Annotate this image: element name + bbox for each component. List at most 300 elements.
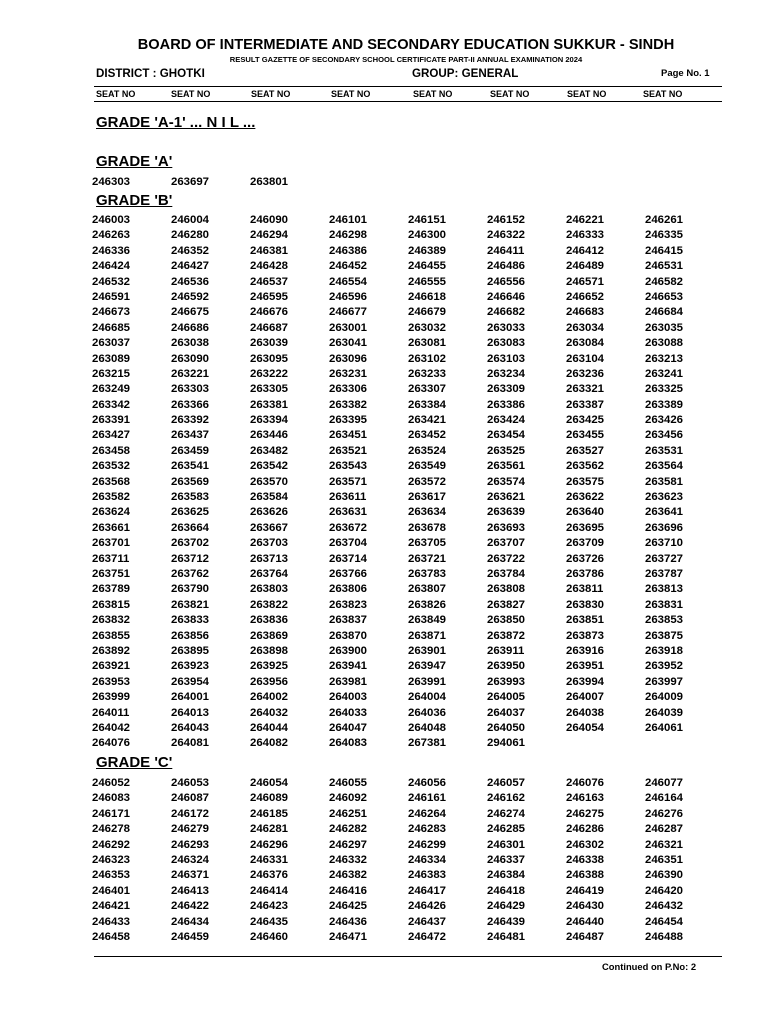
seat-number: 263617: [408, 491, 447, 504]
seat-number: 263925: [250, 660, 289, 673]
seat-number: 263088: [645, 337, 684, 350]
seat-number: 263923: [171, 660, 210, 673]
seat-number: 263855: [92, 629, 131, 642]
seat-number: 263571: [329, 475, 368, 488]
column-header: SEAT NO: [567, 89, 607, 99]
seat-number: 246163: [566, 792, 605, 805]
seat-number: 263873: [566, 629, 605, 642]
seat-number: 246278: [92, 823, 131, 836]
seat-number: 246554: [329, 275, 368, 288]
seat-number: 263623: [645, 491, 684, 504]
seat-number: 263722: [487, 552, 526, 565]
seat-number: 263583: [171, 491, 210, 504]
seat-number: 263831: [645, 598, 684, 611]
seat-number: 263081: [408, 337, 447, 350]
seat-number: 246294: [250, 229, 289, 242]
seat-number: 246090: [250, 214, 289, 226]
seat-number: 263568: [92, 475, 131, 488]
seat-number: 246276: [645, 807, 684, 820]
seat-number: 246420: [645, 884, 684, 897]
seat-number: 246592: [171, 290, 210, 303]
seat-number: 264011: [92, 706, 130, 719]
seat-number: 263837: [329, 614, 368, 627]
seat-number: 263321: [566, 383, 605, 396]
seat-number: 246415: [645, 244, 684, 257]
seat-number: 263033: [487, 321, 526, 334]
seat-number: 246089: [250, 792, 289, 805]
seat-number: 263570: [250, 475, 289, 488]
seat-number: 246152: [487, 214, 526, 226]
seat-number: 246401: [92, 884, 131, 897]
seat-number: 246281: [250, 823, 289, 836]
seat-number: 294061: [487, 737, 526, 750]
seat-number: 263790: [171, 583, 210, 596]
seat-number: 263751: [92, 567, 131, 580]
seat-number: 263836: [250, 614, 289, 627]
seat-number: 263702: [171, 537, 210, 550]
seat-number: 264004: [408, 691, 447, 704]
seat-number: 246334: [408, 853, 447, 866]
seat-number: 264038: [566, 706, 605, 719]
seat-number: 263095: [250, 352, 289, 365]
seat-number: 263726: [566, 552, 605, 565]
seat-number: 246381: [250, 244, 289, 257]
seat-number: 246296: [250, 838, 289, 851]
seat-number: 263639: [487, 506, 526, 519]
seat-number: 246426: [408, 900, 447, 913]
seat-number: 263325: [645, 383, 684, 396]
seat-number: 263564: [645, 460, 684, 473]
seat-number: 246417: [408, 884, 447, 897]
header-rule-bottom: [94, 101, 722, 102]
seat-number: 246299: [408, 838, 447, 851]
seat-number: 246285: [487, 823, 526, 836]
seat-number: 246555: [408, 275, 447, 288]
seat-number: 246164: [645, 792, 684, 805]
seat-number: 263381: [250, 398, 289, 411]
seat-number: 246172: [171, 807, 210, 820]
seat-number: 246596: [329, 290, 368, 303]
seat-number: 246421: [92, 900, 131, 913]
seat-number: 263307: [408, 383, 447, 396]
seat-number: 246686: [171, 321, 210, 334]
seat-number: 246440: [566, 915, 605, 928]
seat-number: 263034: [566, 321, 605, 334]
seat-number: 246532: [92, 275, 131, 288]
seat-number: 246221: [566, 214, 605, 226]
seat-number: 263714: [329, 552, 368, 565]
seat-number: 263871: [408, 629, 447, 642]
seat-number: 246302: [566, 838, 605, 851]
seat-number: 263947: [408, 660, 447, 673]
seat-number: 263425: [566, 414, 605, 427]
seat-number: 263249: [92, 383, 131, 396]
seat-number: 246531: [645, 260, 684, 273]
seat-number: 246171: [92, 807, 131, 820]
seat-number: 263584: [250, 491, 289, 504]
seat-number: 263039: [250, 337, 289, 350]
seat-number: 246435: [250, 915, 289, 928]
seat-number: 263541: [171, 460, 210, 473]
seat-number: 246323: [92, 853, 131, 866]
seat-number: 263234: [487, 367, 526, 380]
grade-a-heading: GRADE 'A': [96, 153, 173, 170]
seat-number: 263562: [566, 460, 605, 473]
seat-number: 263703: [250, 537, 289, 550]
seat-number: 263458: [92, 444, 131, 457]
seat-number: 246677: [329, 306, 368, 319]
seat-number: 246300: [408, 229, 447, 242]
seat-number: 246351: [645, 853, 684, 866]
seat-number: 246489: [566, 260, 605, 273]
seat-number: 246303: [92, 176, 131, 188]
seat-number: 263215: [92, 367, 131, 380]
seat-number: 263701: [92, 537, 131, 550]
seat-number: 263727: [645, 552, 684, 565]
seat-number: 246332: [329, 853, 368, 866]
seat-number: 263711: [92, 552, 130, 565]
seat-number: 263306: [329, 383, 368, 396]
seat-number: 263305: [250, 383, 289, 396]
seat-number: 264047: [329, 721, 368, 734]
seat-number: 246454: [645, 915, 684, 928]
seat-number: 246383: [408, 869, 447, 882]
seat-number: 263997: [645, 675, 684, 688]
seat-number: 246675: [171, 306, 210, 319]
seat-number: 263454: [487, 429, 526, 442]
seat-number: 263713: [250, 552, 289, 565]
seat-number: 263084: [566, 337, 605, 350]
seat-number: 263801: [250, 176, 289, 188]
seat-number: 263994: [566, 675, 605, 688]
gazette-title: RESULT GAZETTE OF SECONDARY SCHOOL CERTIFICATE PART-II ANNUAL EXAMINATION 2024: [229, 55, 583, 64]
seat-number: 246337: [487, 853, 526, 866]
seat-number: 246101: [329, 214, 368, 226]
seat-number: 246077: [645, 777, 684, 789]
seat-number: 264002: [250, 691, 289, 704]
seat-number: 263898: [250, 644, 289, 657]
seat-number: 263624: [92, 506, 131, 519]
seat-number: 263981: [329, 675, 368, 688]
seat-number: 246384: [487, 869, 526, 882]
seat-number: 263521: [329, 444, 368, 457]
column-header-row: [96, 89, 720, 101]
seat-number: 246439: [487, 915, 526, 928]
seat-number: 264013: [171, 706, 210, 719]
seat-number: 246151: [408, 214, 447, 226]
seat-number: 263221: [171, 367, 210, 380]
page-number: Page No. 1: [661, 68, 710, 79]
column-header: SEAT NO: [96, 89, 136, 99]
seat-number: 263710: [645, 537, 684, 550]
seat-number: 263421: [408, 414, 447, 427]
seat-number: 263704: [329, 537, 368, 550]
seat-number: 264054: [566, 721, 605, 734]
seat-number: 246263: [92, 229, 131, 242]
seat-number: 263712: [171, 552, 210, 565]
seat-number: 246251: [329, 807, 368, 820]
seat-number: 246685: [92, 321, 131, 334]
seat-number: 246437: [408, 915, 447, 928]
seat-number: 263667: [250, 521, 289, 534]
seat-number: 263640: [566, 506, 605, 519]
seat-number: 246682: [487, 306, 526, 319]
seat-number: 246333: [566, 229, 605, 242]
seat-number: 263869: [250, 629, 289, 642]
seat-number: 263083: [487, 337, 526, 350]
seat-number: 246274: [487, 807, 526, 820]
seat-number: 263900: [329, 644, 368, 657]
seat-number: 263384: [408, 398, 447, 411]
seat-number: 246433: [92, 915, 131, 928]
seat-number: 264036: [408, 706, 447, 719]
seat-number: 263222: [250, 367, 289, 380]
seat-number: 246472: [408, 930, 447, 943]
seat-number: 246297: [329, 838, 368, 851]
seat-number: 263870: [329, 629, 368, 642]
seat-number: 263999: [92, 691, 131, 704]
seat-number: 263631: [329, 506, 368, 519]
seat-number: 246487: [566, 930, 605, 943]
column-header: SEAT NO: [331, 89, 371, 99]
seat-number: 246087: [171, 792, 210, 805]
seat-number: 246322: [487, 229, 526, 242]
seat-number: 246261: [645, 214, 684, 226]
seat-number: 246003: [92, 214, 131, 226]
seat-number: 263830: [566, 598, 605, 611]
seat-number: 263851: [566, 614, 605, 627]
seat-number: 263693: [487, 521, 526, 534]
seat-number: 246057: [487, 777, 526, 789]
seat-number: 264005: [487, 691, 526, 704]
seat-number: 263581: [645, 475, 684, 488]
seat-number: 263911: [487, 644, 525, 657]
seat-number: 246427: [171, 260, 210, 273]
seat-number: 264061: [645, 721, 684, 734]
seat-number: 263953: [92, 675, 131, 688]
seat-number: 246052: [92, 777, 131, 789]
seat-number: 263826: [408, 598, 447, 611]
seat-number: 246185: [250, 807, 289, 820]
seat-number: 263303: [171, 383, 210, 396]
seat-number: 263575: [566, 475, 605, 488]
seat-number: 263993: [487, 675, 526, 688]
seat-number: 263832: [92, 614, 131, 627]
seat-number: 263766: [329, 567, 368, 580]
seat-number: 246161: [408, 792, 447, 805]
seat-number: 263954: [171, 675, 210, 688]
seat-number: 246571: [566, 275, 605, 288]
seat-number: 263664: [171, 521, 210, 534]
seat-number: 264048: [408, 721, 447, 734]
seat-number: 246683: [566, 306, 605, 319]
seat-number: 246459: [171, 930, 210, 943]
seat-number: 246389: [408, 244, 447, 257]
seat-number: 263875: [645, 629, 684, 642]
seat-number: 246413: [171, 884, 210, 897]
seat-number: 263525: [487, 444, 526, 457]
seat-number: 246293: [171, 838, 210, 851]
seat-number: 263921: [92, 660, 131, 673]
seat-number: 263621: [487, 491, 526, 504]
seat-number: 264001: [171, 691, 210, 704]
seat-number: 246455: [408, 260, 447, 273]
seat-number: 263709: [566, 537, 605, 550]
seat-number: 263856: [171, 629, 210, 642]
seat-number: 246353: [92, 869, 131, 882]
seat-number: 246388: [566, 869, 605, 882]
seat-number: 246352: [171, 244, 210, 257]
seat-number: 263041: [329, 337, 368, 350]
seat-number: 246653: [645, 290, 684, 303]
seat-number: 263386: [487, 398, 526, 411]
seat-number: 246076: [566, 777, 605, 789]
seat-number: 246460: [250, 930, 289, 943]
seat-number: 263634: [408, 506, 447, 519]
seat-number: 263695: [566, 521, 605, 534]
seat-number: 264039: [645, 706, 684, 719]
seat-number: 246292: [92, 838, 131, 851]
seat-number: 263455: [566, 429, 605, 442]
seat-number: 263524: [408, 444, 447, 457]
seat-number: 263808: [487, 583, 526, 596]
seat-number: 264076: [92, 737, 131, 750]
seat-number: 263532: [92, 460, 131, 473]
seat-number: 263783: [408, 567, 447, 580]
seat-number: 263395: [329, 414, 368, 427]
seat-number: 246424: [92, 260, 131, 273]
continued-note: Continued on P.No: 2: [602, 961, 697, 972]
seat-number: 246429: [487, 900, 526, 913]
seat-number: 263678: [408, 521, 447, 534]
seat-number: 263806: [329, 583, 368, 596]
seat-number: 246382: [329, 869, 368, 882]
seat-number: 246416: [329, 884, 368, 897]
seat-number: 263705: [408, 537, 447, 550]
seat-number: 246287: [645, 823, 684, 836]
seat-number: 246092: [329, 792, 368, 805]
seat-number: 246055: [329, 777, 368, 789]
seat-number: 263707: [487, 537, 526, 550]
seat-number: 263382: [329, 398, 368, 411]
seat-number: 263342: [92, 398, 131, 411]
seat-number: 246684: [645, 306, 684, 319]
seat-number: 263849: [408, 614, 447, 627]
seat-number: 263561: [487, 460, 526, 473]
header-rule-top: [94, 86, 722, 87]
seat-number: 263672: [329, 521, 368, 534]
seat-number: 246679: [408, 306, 447, 319]
seat-number: 263213: [645, 352, 684, 365]
grade-c-heading: GRADE 'C': [96, 754, 173, 771]
seat-number: 246486: [487, 260, 526, 273]
seat-number: 263394: [250, 414, 289, 427]
seat-number: 263089: [92, 352, 131, 365]
seat-number: 263956: [250, 675, 289, 688]
seat-number: 246275: [566, 807, 605, 820]
seat-number: 263895: [171, 644, 210, 657]
seat-number: 246376: [250, 869, 289, 882]
seat-number: 246591: [92, 290, 131, 303]
seat-number: 263035: [645, 321, 684, 334]
seat-number: 246280: [171, 229, 210, 242]
seat-number: 263784: [487, 567, 526, 580]
seat-number: 246537: [250, 275, 289, 288]
seat-number: 263872: [487, 629, 526, 642]
seat-number: 263892: [92, 644, 131, 657]
seat-number: 264083: [329, 737, 368, 750]
seat-number: 263569: [171, 475, 210, 488]
seat-number: 263451: [329, 429, 368, 442]
seat-number: 263811: [566, 583, 604, 596]
column-header: SEAT NO: [643, 89, 683, 99]
seat-number: 263527: [566, 444, 605, 457]
seat-number: 246162: [487, 792, 526, 805]
seat-number: 263090: [171, 352, 210, 365]
column-header: SEAT NO: [251, 89, 291, 99]
seat-number: 246652: [566, 290, 605, 303]
district-label: DISTRICT : GHOTKI: [96, 67, 205, 80]
seat-number: 263661: [92, 521, 131, 534]
seat-number: 246434: [171, 915, 210, 928]
seat-number: 246458: [92, 930, 131, 943]
seat-number: 263916: [566, 644, 605, 657]
seat-number: 263813: [645, 583, 684, 596]
seat-number: 263037: [92, 337, 131, 350]
seat-number: 246430: [566, 900, 605, 913]
seat-number: 263542: [250, 460, 289, 473]
seat-number: 246618: [408, 290, 447, 303]
seat-number: 263241: [645, 367, 684, 380]
seat-number: 267381: [408, 737, 447, 750]
seat-number: 246687: [250, 321, 289, 334]
seat-number: 263032: [408, 321, 447, 334]
seat-number: 263096: [329, 352, 368, 365]
seat-number: 263574: [487, 475, 526, 488]
seat-number: 246301: [487, 838, 526, 851]
seat-number: 246331: [250, 853, 289, 866]
seat-number: 263941: [329, 660, 368, 673]
seat-number: 263823: [329, 598, 368, 611]
seat-number: 246004: [171, 214, 210, 226]
seat-number: 246338: [566, 853, 605, 866]
seat-number: 263456: [645, 429, 684, 442]
seat-number: 246673: [92, 306, 131, 319]
seat-number: 246423: [250, 900, 289, 913]
column-header: SEAT NO: [413, 89, 453, 99]
seat-number: 264043: [171, 721, 210, 734]
seat-number: 263789: [92, 583, 131, 596]
seat-number: 263391: [92, 414, 131, 427]
seat-number: 246386: [329, 244, 368, 257]
seat-number: 263853: [645, 614, 684, 627]
seat-number: 264037: [487, 706, 526, 719]
column-header: SEAT NO: [490, 89, 530, 99]
seat-number: 246411: [487, 244, 525, 257]
seat-number: 264033: [329, 706, 368, 719]
seat-number: 263822: [250, 598, 289, 611]
seat-number: 263038: [171, 337, 210, 350]
seat-number: 263696: [645, 521, 684, 534]
seat-number: 263366: [171, 398, 210, 411]
seat-number: 246556: [487, 275, 526, 288]
column-header: SEAT NO: [171, 89, 211, 99]
seat-number: 264007: [566, 691, 605, 704]
seat-number: 263952: [645, 660, 684, 673]
seat-number: 246083: [92, 792, 131, 805]
seat-number: 263622: [566, 491, 605, 504]
seat-number: 246418: [487, 884, 526, 897]
